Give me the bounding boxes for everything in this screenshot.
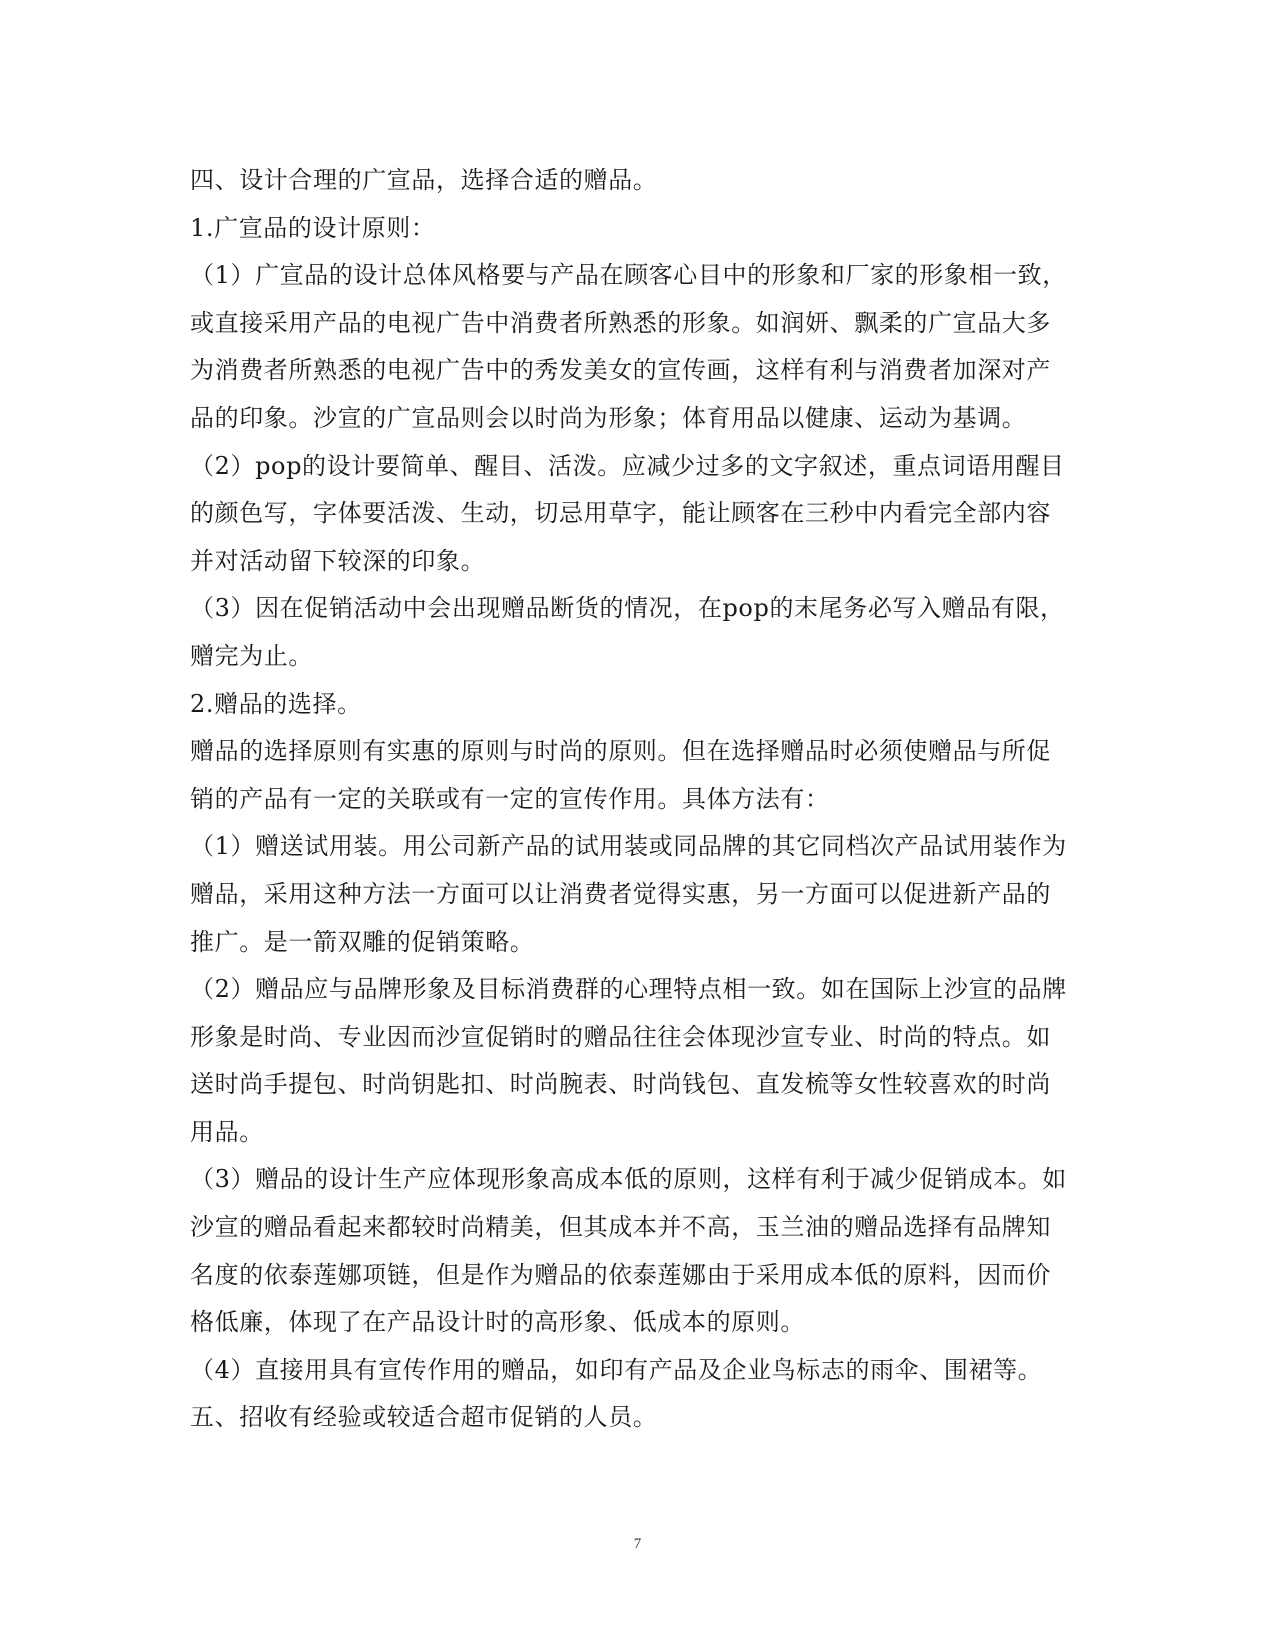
document-body	[190, 157, 1080, 1442]
subsection-heading: 1.广宣品的设计原则：	[190, 213, 436, 242]
text-line: 送时尚手提包、时尚钥匙扣、时尚腕表、时尚钱包、直发梳等女性较喜欢的时尚	[190, 1070, 1051, 1099]
text-line: （1）广宣品的设计总体风格要与产品在顾客心目中的形象和厂家的形象相一致，	[190, 261, 1067, 290]
text-line: 用品。	[190, 1117, 264, 1146]
text-line: （1）赠送试用装。用公司新产品的试用装或同品牌的其它同档次产品试用装作为	[190, 832, 1067, 861]
text-line: 赠品的选择原则有实惠的原则与时尚的原则。但在选择赠品时必须使赠品与所促	[190, 737, 1051, 766]
subsection-heading: 2.赠品的选择。	[190, 689, 362, 718]
text-line: 格低廉，体现了在产品设计时的高形象、低成本的原则。	[190, 1308, 805, 1337]
text-line: 名度的依泰莲娜项链，但是作为赠品的依泰莲娜由于采用成本低的原料，因而价	[190, 1260, 1051, 1289]
text-line: 赠品，采用这种方法一方面可以让消费者觉得实惠，另一方面可以促进新产品的	[190, 879, 1051, 908]
text-line: 赠完为止。	[190, 641, 313, 670]
text-line: 品的印象。沙宣的广宣品则会以时尚为形象；体育用品以健康、运动为基调。	[190, 403, 1027, 432]
page-number: 7	[633, 1536, 642, 1552]
text-line: 销的产品有一定的关联或有一定的宣传作用。具体方法有：	[190, 784, 830, 813]
text-line: 形象是时尚、专业因而沙宣促销时的赠品往往会体现沙宣专业、时尚的特点。如	[190, 1022, 1051, 1051]
text-line: 沙宣的赠品看起来都较时尚精美，但其成本并不高，玉兰油的赠品选择有品牌知	[190, 1213, 1051, 1242]
text-line: （2）赠品应与品牌形象及目标消费群的心理特点相一致。如在国际上沙宣的品牌	[190, 975, 1067, 1004]
text-line: 为消费者所熟悉的电视广告中的秀发美女的宣传画，这样有利与消费者加深对产	[190, 356, 1051, 385]
text-line: （2）pop的设计要简单、醒目、活泼。应减少过多的文字叙述，重点词语用醒目	[190, 451, 1065, 480]
text-line: （3）因在促销活动中会出现赠品断货的情况，在pop的末尾务必写入赠品有限，	[190, 594, 1065, 623]
section-heading: 五、招收有经验或较适合超市促销的人员。	[190, 1403, 658, 1432]
section-heading: 四、设计合理的广宣品，选择合适的赠品。	[190, 166, 658, 194]
text-line: （3）赠品的设计生产应体现形象高成本低的原则，这样有利于减少促销成本。如	[190, 1165, 1067, 1194]
text-line: 并对活动留下较深的印象。	[190, 546, 486, 575]
text-line: （4）直接用具有宣传作用的赠品，如印有产品及企业鸟标志的雨伞、围裙等。	[190, 1355, 1043, 1384]
text-line: 的颜色写，字体要活泼、生动，切忌用草字，能让顾客在三秒中内看完全部内容	[190, 499, 1051, 528]
text-line: 或直接采用产品的电视广告中消费者所熟悉的形象。如润妍、飘柔的广宣品大多	[190, 308, 1051, 337]
text-line: 推广。是一箭双雕的促销策略。	[190, 927, 535, 956]
